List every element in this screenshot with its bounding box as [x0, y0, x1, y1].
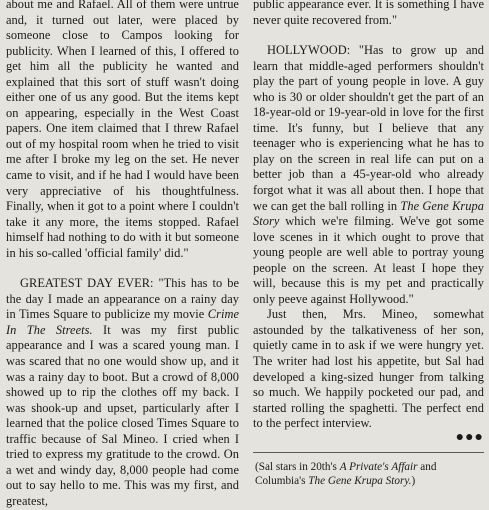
movie-title-gene-krupa-story: The Gene Krupa Story [253, 198, 484, 229]
right-column [253, 0, 484, 489]
credit-text-a: (Sal stars in 20th's [255, 460, 340, 473]
divider-rule [253, 452, 484, 453]
greatest-day-text-b: It was my first public appearance and I was a scared young man. I was scared that no one would show up, and it was a rainy day to boot. But a crowd of 8,000 showed up to rip the clothes off my back. I was shook-up and upset, particularly after I learned that the police closed Times Square to traffic because of Sal Mineo. I cried when I tried to express my gratitude to the crowd. On a wet and windy day, 8,000 people had come out to say hello to me. This was my first, and greatest, [6, 322, 239, 508]
section-heading-hollywood: HOLLYWOOD: [267, 43, 359, 58]
paragraph-spaghetti: Just then, Mrs. Mineo, somewhat astounded by the talkativeness of her son, quietly came in to ask if we were hungry yet. The writer had lost his appetite, but Sal had developed a king-sized hunger from talking so much. We happily pocketed our pad, and started rolling the spaghetti. The perfect end to the perfect interview. [253, 307, 484, 431]
paragraph-recovered: public appearance ever. It is something I have never quite recovered from." [253, 0, 484, 27]
left-column [6, 0, 239, 510]
hollywood-text-a: "Has to grow up and learn that middle-aged performers shouldn't play the part of young people in love. A guy who is 30 or older shouldn't get the part of an 18-year-old or 19-year-old in love for the first time. It's funny, but I believe that any teenager who is experiencing what he has to play on the screen in real life can put on a better job than a 45-year-old who already forgot what it was all about then. I hope that we can get the ball rolling in [253, 43, 484, 213]
end-of-article-mark: ●●● [455, 429, 484, 445]
film-credit-note [253, 460, 484, 489]
credit-text-b: and Columbia's [255, 460, 437, 488]
credit-text-c: ) [411, 475, 416, 488]
credit-title-gene-krupa-story: The Gene Krupa Story. [308, 475, 412, 488]
paragraph-hollywood [253, 43, 484, 307]
hollywood-text-b: which we're filming. We've got some love scenes in it which ought to prove that young people are well able to portray young people on the screen. At least I hope they will, because this is my pet and practically only peeve against Hollywood." [253, 214, 484, 306]
paragraph-campos-rumors: about me and Rafael. All of them were untrue and, it turned out later, were placed by someone close to Campos looking for publicity. When I learned of this, I offered to get him all the publicity he wanted and explained that this sort of stuff wasn't doing either one of us any good. But the items kept on appearing, especially in the West Coast papers. One item claimed that I threw Rafael out of my hospital room when he tried to visit me after I broke my leg on the set. He never came to visit, and if he had I would have been very appreciative of his thoughtfulness. Finally, when it got to a point where I couldn't take it any more, the items stopped. Rafael himself had nothing to do with it but someone in his so-called 'official family' did." [6, 0, 239, 260]
greatest-day-text-a: "This has to be the day I made an appearance on a rainy day in Times Square to publicize my movie [6, 276, 239, 322]
movie-title-crime-in-the-streets: Crime In The Streets. [6, 307, 239, 337]
paragraph-greatest-day [6, 276, 239, 509]
credit-title-privates-affair: A Private's Affair [339, 460, 418, 473]
section-heading-greatest-day: GREATEST DAY EVER: [20, 276, 159, 291]
